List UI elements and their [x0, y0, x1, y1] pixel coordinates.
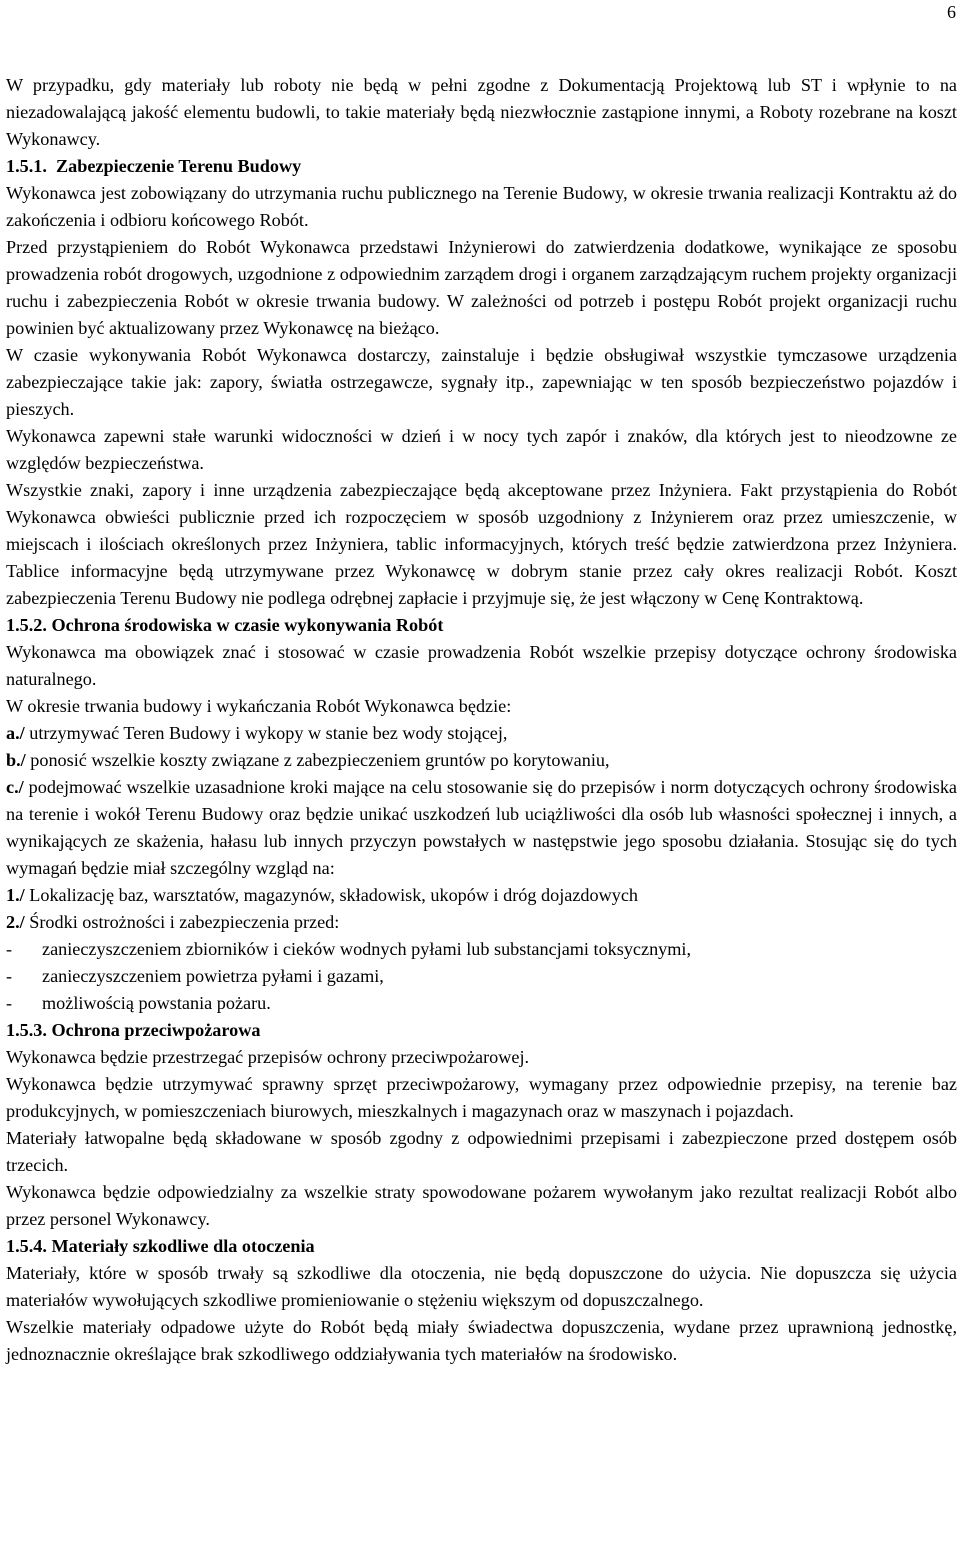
- list-item-text: Środki ostrożności i zabezpieczenia przed:: [29, 912, 340, 932]
- list-marker: 1./: [6, 885, 25, 905]
- intro-paragraph: W przypadku, gdy materiały lub roboty nie będą w pełni zgodne z Dokumentacją Projektową lub ST i wpłynie to na niezadowalającą jakość elementu budowli, to takie materiały będą niezwłocznie zastąpione innymi, a Roboty rozebrane na koszt Wykonawcy.: [6, 75, 957, 149]
- section-heading-1-5-2: [6, 612, 957, 639]
- paragraph: Wykonawca będzie odpowiedzialny za wszelkie straty spowodowane pożarem wywołanym jako rezultat realizacji Robót albo przez personel Wykonawcy.: [6, 1182, 957, 1229]
- section-heading-1-5-1: [6, 153, 957, 180]
- paragraph: Wszelkie materiały odpadowe użyte do Robót będą miały świadectwa dopuszczenia, wydane przez uprawnioną jednostkę, jednoznacznie określające brak szkodliwego oddziaływania tych materiałów na środowisko.: [6, 1317, 957, 1364]
- list-marker: 2./: [6, 912, 25, 932]
- section-number: 1.5.2.: [6, 615, 47, 635]
- section-number: 1.5.3.: [6, 1020, 47, 1040]
- list-item-text: utrzymywać Teren Budowy i wykopy w stanie bez wody stojącej,: [29, 723, 508, 743]
- dash-item-text: zanieczyszczeniem powietrza pyłami i gazami,: [42, 966, 384, 986]
- list-item-text: Lokalizację baz, warsztatów, magazynów, składowisk, ukopów i dróg dojazdowych: [29, 885, 639, 905]
- page-number: 6: [947, 2, 956, 22]
- paragraph: Wykonawca ma obowiązek znać i stosować w czasie prowadzenia Robót wszelkie przepisy dotyczące ochrony środowiska naturalnego.: [6, 642, 957, 689]
- section-number: 1.5.1.: [6, 156, 47, 176]
- dash-item: [6, 936, 957, 963]
- paragraph: Wykonawca będzie utrzymywać sprawny sprzęt przeciwpożarowy, wymagany przez odpowiednie przepisy, na terenie baz produkcyjnych, w pomieszczeniach biurowych, mieszkalnych i magazynach oraz w maszynach i pojazdach.: [6, 1074, 957, 1121]
- list-marker: b./: [6, 750, 26, 770]
- list-item-text: ponosić wszelkie koszty związane z zabezpieczeniem gruntów po korytowaniu,: [30, 750, 610, 770]
- list-marker: c./: [6, 777, 24, 797]
- paragraph: Wszystkie znaki, zapory i inne urządzenia zabezpieczające będą akceptowane przez Inżyniera. Fakt przystąpienia do Robót Wykonawca obwieści publicznie przed ich rozpoczęciem w sposób uzgodniony z Inżynierem oraz przez umieszczenie, w miejscach i ilościach określonych przez Inżyniera, tablic informacyjnych, których treść będzie zatwierdzona przez Inżyniera. Tablice informacyjne będą utrzymywane przez Wykonawcę w dobrym stanie przez cały okres realizacji Robót. Koszt zabezpieczenia Terenu Budowy nie podlega odrębnej zapłacie i przyjmuje się, że jest włączony w Cenę Kontraktową.: [6, 480, 957, 608]
- paragraph: Wykonawca zapewni stałe warunki widoczności w dzień i w nocy tych zapór i znaków, dla których jest to nieodzowne ze względów bezpieczeństwa.: [6, 426, 957, 473]
- paragraph: Wykonawca jest zobowiązany do utrzymania ruchu publicznego na Terenie Budowy, w okresie trwania realizacji Kontraktu aż do zakończenia i odbioru końcowego Robót.: [6, 183, 957, 230]
- numbered-item: [6, 909, 957, 936]
- page-content: [6, 72, 957, 1368]
- paragraph: W okresie trwania budowy i wykańczania Robót Wykonawca będzie:: [6, 696, 512, 716]
- dash-marker: -: [6, 993, 13, 1013]
- dash-item-text: możliwością powstania pożaru.: [42, 993, 271, 1013]
- list-item: [6, 720, 957, 747]
- dash-item-text: zanieczyszczeniem zbiorników i cieków wodnych pyłami lub substancjami toksycznymi,: [42, 939, 692, 959]
- section-number: 1.5.4.: [6, 1236, 47, 1256]
- list-item-text: podejmować wszelkie uzasadnione kroki mające na celu stosowanie się do przepisów i norm dotyczących ochrony środowiska na terenie i wokół Terenu Budowy oraz będzie unikać uszkodzeń lub uciążliwości dla osób lub własności społecznej i innych, a wynikających ze skażenia, hałasu lub innych przyczyn powstałych w następstwie jego sposobu działania. Stosując się do tych wymagań będzie miał szczególny wzgląd na:: [6, 777, 958, 878]
- section-title: Materiały szkodliwe dla otoczenia: [51, 1236, 315, 1256]
- paragraph: Przed przystąpieniem do Robót Wykonawca przedstawi Inżynierowi do zatwierdzenia dodatkowe, wynikające ze sposobu prowadzenia robót drogowych, uzgodnione z odpowiednim zarządem drogi i organem zarządzającym ruchem projekty organizacji ruchu i zabezpieczenia Robót w okresie trwania budowy. W zależności od potrzeb i postępu Robót projekt organizacji ruchu powinien być aktualizowany przez Wykonawcę na bieżąco.: [6, 237, 957, 338]
- section-heading-1-5-4: [6, 1233, 957, 1260]
- section-title: Ochrona przeciwpożarowa: [51, 1020, 261, 1040]
- section-heading-1-5-3: [6, 1017, 957, 1044]
- paragraph: Wykonawca będzie przestrzegać przepisów ochrony przeciwpożarowej.: [6, 1047, 530, 1067]
- list-item: [6, 774, 957, 882]
- dash-item: [6, 963, 957, 990]
- dash-item: [6, 990, 957, 1017]
- dash-marker: -: [6, 966, 13, 986]
- list-marker: a./: [6, 723, 25, 743]
- numbered-item: [6, 882, 957, 909]
- section-title: Zabezpieczenie Terenu Budowy: [56, 156, 302, 176]
- section-title: Ochrona środowiska w czasie wykonywania Robót: [51, 615, 444, 635]
- paragraph: W czasie wykonywania Robót Wykonawca dostarczy, zainstaluje i będzie obsługiwał wszystkie tymczasowe urządzenia zabezpieczające takie jak: zapory, światła ostrzegawcze, sygnały itp., zapewniając w ten sposób bezpieczeństwo pojazdów i pieszych.: [6, 345, 957, 419]
- paragraph: Materiały, które w sposób trwały są szkodliwe dla otoczenia, nie będą dopuszczone do użycia. Nie dopuszcza się użycia materiałów wywołujących szkodliwe promieniowanie o stężeniu większym od dopuszczalnego.: [6, 1263, 957, 1310]
- dash-marker: -: [6, 939, 13, 959]
- paragraph: Materiały łatwopalne będą składowane w sposób zgodny z odpowiednimi przepisami i zabezpieczone przed dostępem osób trzecich.: [6, 1128, 957, 1175]
- list-item: [6, 747, 957, 774]
